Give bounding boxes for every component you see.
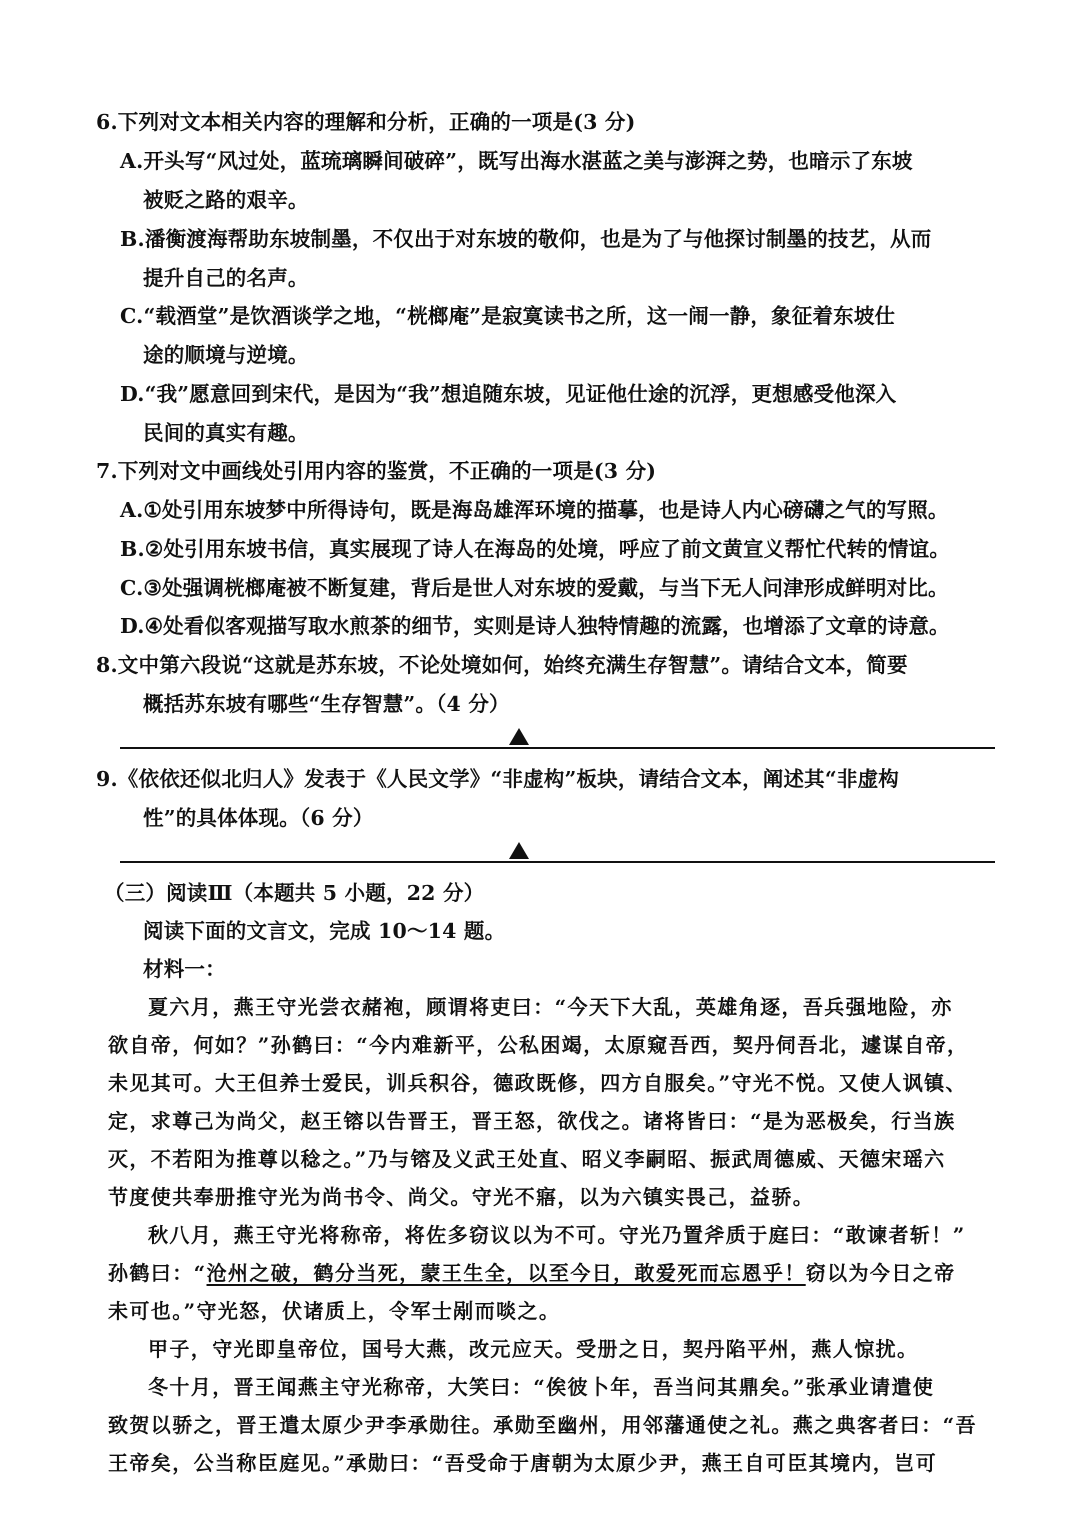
question-7-option-d: D.④处看似客观描写取水煎茶的细节，实则是诗人独特情趣的流露，也增添了文章的诗意。 xyxy=(120,614,950,638)
question-6-option-c-cont: 途的顺境与逆境。 xyxy=(143,343,309,367)
question-6-option-d-cont: 民间的真实有趣。 xyxy=(143,421,309,445)
passage-line: 王帝矣，公当称臣庭见。”承勋曰：“吾受命于唐朝为太原少尹，燕王自可臣其境内，岂可 xyxy=(108,1451,938,1475)
question-6-option-a: A.开头写“风过处，蓝琉璃瞬间破碎”，既写出海水湛蓝之美与澎湃之势，也暗示了东坡 xyxy=(120,149,913,173)
question-6-option-b-cont: 提升自己的名声。 xyxy=(143,266,309,290)
passage-line: 夏六月，燕王守光尝衣赭袍，顾谓将吏曰：“今天下大乱，英雄角逐，吾兵强地险，亦 xyxy=(148,995,953,1019)
question-9-stem: 9.《依依还似北归人》发表于《人民文学》“非虚构”板块，请结合文本，阐述其“非虚构 xyxy=(96,767,899,791)
question-6-option-d: D.“我”愿意回到宋代，是因为“我”想追随东坡，见证他仕途的沉浮，更想感受他深入 xyxy=(120,382,897,406)
section-instruction: 阅读下面的文言文，完成 10～14 题。 xyxy=(143,919,506,943)
passage-line: 甲子，守光即皇帝位，国号大燕，改元应天。受册之日，契丹陷平州，燕人惊扰。 xyxy=(148,1337,919,1361)
question-7-option-a: A.①处引用东坡梦中所得诗句，既是海岛雄浑环境的描摹，也是诗人内心磅礴之气的写照。 xyxy=(120,498,949,522)
passage-line: 未可也。”守光怒，伏诸质上，令军士剐而啖之。 xyxy=(108,1299,561,1323)
question-6-option-b: B.潘衡渡海帮助东坡制墨，不仅出于对东坡的敬仰，也是为了与他探讨制墨的技艺，从而 xyxy=(120,227,932,251)
question-7-option-b: B.②处引用东坡书信，真实展现了诗人在海岛的处境，呼应了前文黄宣义帮忙代转的情谊。 xyxy=(120,537,951,561)
answer-line[interactable] xyxy=(120,861,995,863)
answer-triangle-icon xyxy=(509,728,529,745)
passage-segment: 窃以为今日之帝 xyxy=(805,1261,956,1285)
passage-line: 节度使共奉册推守光为尚书令、尚父。守光不寤，以为六镇实畏己，益骄。 xyxy=(108,1185,815,1209)
passage-line: 定，求尊己为尚父，赵王镕以告晋王，晋王怒，欲伐之。诸将皆曰：“是为恶极矣，行当族 xyxy=(108,1109,956,1133)
question-8-stem: 8.文中第六段说“这就是苏东坡，不论处境如何，始终充满生存智慧”。请结合文本，简要 xyxy=(96,653,908,677)
question-7-stem: 7.下列对文中画线处引用内容的鉴赏，不正确的一项是(3 分) xyxy=(96,459,657,483)
passage-line: 未见其可。大王但养士爱民，训兵积谷，德政既修，四方自服矣。”守光不悦。又使人讽镇、 xyxy=(108,1071,967,1095)
passage-line: 冬十月，晋王闻燕主守光称帝，大笑曰：“俟彼卜年，吾当问其鼎矣。”张承业请遣使 xyxy=(148,1375,935,1399)
passage-line: 秋八月，燕王守光将称帝，将佐多窃议以为不可。守光乃置斧质于庭曰：“敢谏者斩！” xyxy=(148,1223,966,1247)
material-label: 材料一： xyxy=(143,957,226,981)
answer-triangle-icon xyxy=(509,842,529,859)
question-8-stem-cont: 概括苏东坡有哪些“生存智慧”。（4 分） xyxy=(143,692,510,716)
question-6-option-a-cont: 被贬之路的艰辛。 xyxy=(143,188,309,212)
underlined-quote: 沧州之破，鹤分当死，蒙王生全，以至今日，敢爱死而忘恩乎！ xyxy=(206,1261,806,1285)
passage-line: 灭，不若阳为推尊以稔之。”乃与镕及义武王处直、昭义李嗣昭、振武周德威、天德宋瑶六 xyxy=(108,1147,946,1171)
answer-line[interactable] xyxy=(120,747,995,749)
question-9-stem-cont: 性”的具体体现。（6 分） xyxy=(143,806,374,830)
passage-line-underlined xyxy=(108,1259,956,1287)
question-6-stem: 6.下列对文本相关内容的理解和分析，正确的一项是(3 分) xyxy=(96,110,636,134)
question-6-option-c: C.“载酒堂”是饮酒谈学之地，“桄榔庵”是寂寞读书之所，这一闹一静，象征着东坡仕 xyxy=(120,304,896,328)
question-7-option-c: C.③处强调桄榔庵被不断复建，背后是世人对东坡的爱戴，与当下无人问津形成鲜明对比。 xyxy=(120,576,949,600)
passage-line: 致贺以骄之，晋王遣太原少尹李承勋往。承勋至幽州，用邻藩通使之礼。燕之典客者曰：“吾 xyxy=(108,1413,977,1437)
passage-line: 欲自帝，何如？”孙鹤曰：“今内难新平，公私困竭，太原窥吾西，契丹伺吾北，遽谋自帝， xyxy=(108,1033,969,1057)
passage-segment: 孙鹤曰：“ xyxy=(108,1261,207,1285)
section-heading: （三）阅读Ⅲ（本题共 5 小题，22 分） xyxy=(104,881,485,905)
